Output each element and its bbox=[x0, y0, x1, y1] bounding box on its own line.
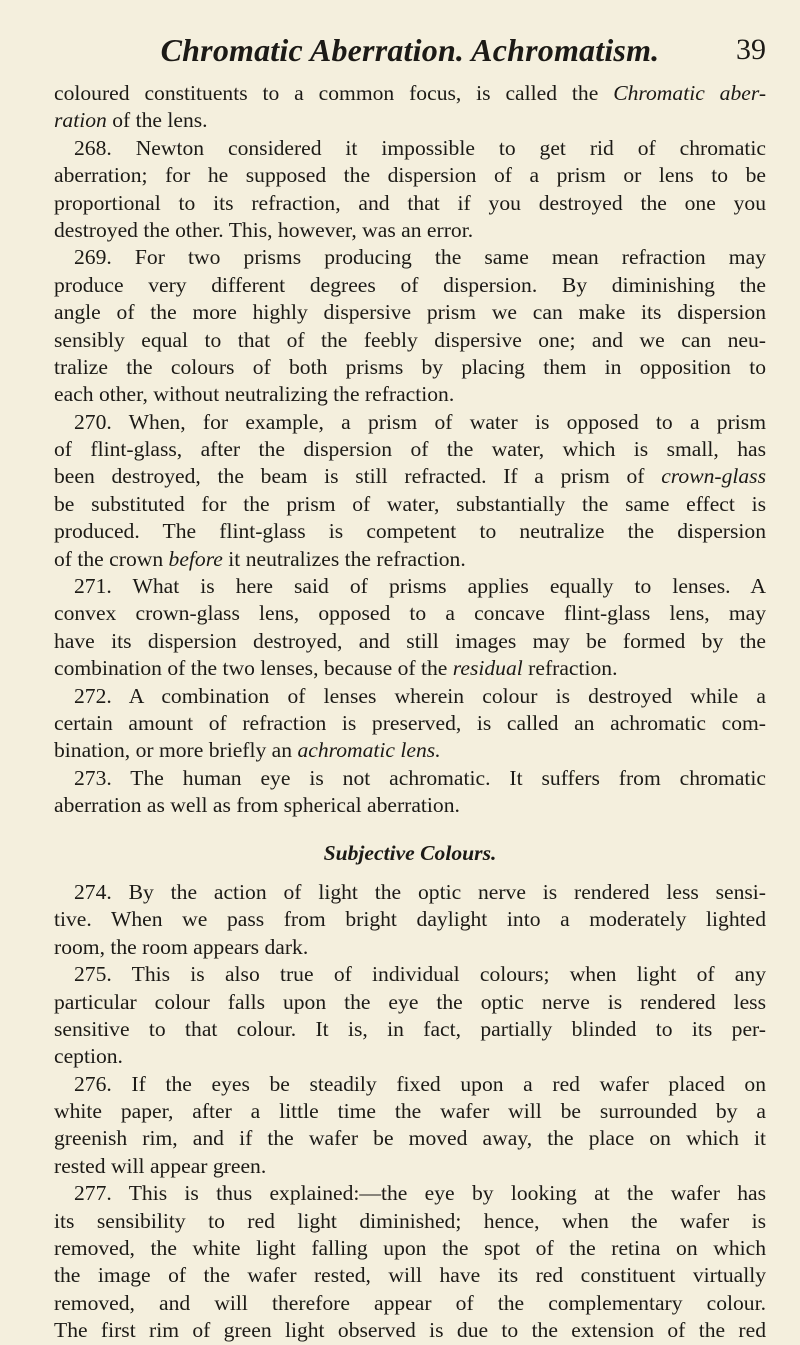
text-line bbox=[54, 1180, 766, 1207]
text-run: destroyed the other. This, however, was an error. bbox=[54, 217, 474, 242]
text-line bbox=[54, 135, 766, 162]
text-line bbox=[54, 1125, 766, 1152]
text-line bbox=[54, 737, 766, 764]
text-line bbox=[54, 961, 766, 988]
text-line bbox=[54, 1071, 766, 1098]
text-run: of the lens. bbox=[106, 108, 208, 133]
text-line bbox=[54, 1208, 766, 1235]
text-line bbox=[54, 272, 766, 299]
text-run: white paper, after a little time the wafer will be surrounded by a bbox=[54, 1099, 766, 1124]
text-run: of the crown bbox=[54, 546, 169, 571]
text-line bbox=[54, 683, 766, 710]
text-run: 275. This is also true of individual colours; when light of any bbox=[74, 962, 766, 987]
text-run: produce very different degrees of dispersion. By diminishing the bbox=[54, 272, 766, 297]
text-run: 273. The human eye is not achromatic. It suffers from chromatic bbox=[74, 765, 766, 790]
body-text bbox=[54, 80, 766, 1345]
text-line bbox=[54, 792, 766, 819]
text-run: greenish rim, and if the wafer be moved away, the place on which it bbox=[54, 1126, 766, 1151]
text-run: removed, and will therefore appear of the complementary colour. bbox=[54, 1290, 766, 1315]
text-line bbox=[54, 1290, 766, 1317]
text-run: aberration; for he supposed the dispersion of a prism or lens to be bbox=[54, 163, 766, 188]
text-line bbox=[54, 1262, 766, 1289]
text-run: aberration as well as from spherical aberration. bbox=[54, 793, 460, 818]
text-run: produced. The flint-glass is competent to neutralize the dispersion bbox=[54, 519, 766, 544]
text-run: bination, or more briefly an bbox=[54, 738, 298, 763]
text-line bbox=[54, 1043, 766, 1070]
text-run: 269. For two prisms producing the same mean refraction may bbox=[74, 245, 766, 270]
text-run: be substituted for the prism of water, substantially the same effect is bbox=[54, 491, 766, 516]
italic-text: crown-glass bbox=[661, 464, 766, 489]
text-run: Subjective Colours. bbox=[323, 840, 497, 865]
text-run: sensibly equal to that of the feebly dispersive one; and we can neu- bbox=[54, 327, 766, 352]
italic-text: achromatic lens. bbox=[297, 738, 441, 763]
text-line bbox=[54, 381, 766, 408]
italic-text: before bbox=[168, 546, 223, 571]
text-run: ception. bbox=[54, 1044, 123, 1069]
text-line bbox=[54, 906, 766, 933]
text-line bbox=[54, 765, 766, 792]
text-line bbox=[54, 1153, 766, 1180]
italic-text: ration bbox=[54, 108, 107, 133]
text-run: combination of the two lenses, because of the bbox=[54, 656, 453, 681]
text-run: 272. A combination of lenses wherein colour is destroyed while a bbox=[74, 683, 766, 708]
text-line bbox=[54, 573, 766, 600]
text-run: coloured constituents to a common focus, is called the bbox=[54, 81, 614, 105]
text-run: tralize the colours of both prisms by placing them in opposition to bbox=[54, 354, 766, 379]
text-run: been destroyed, the beam is still refracted. If a prism of bbox=[54, 464, 662, 489]
text-line bbox=[54, 244, 766, 271]
text-line bbox=[54, 190, 766, 217]
text-line bbox=[54, 463, 766, 490]
text-line bbox=[54, 1317, 766, 1344]
text-line bbox=[54, 327, 766, 354]
page-number: 39 bbox=[736, 33, 766, 66]
text-line bbox=[54, 1016, 766, 1043]
text-run: 274. By the action of light the optic nerve is rendered less sensi- bbox=[74, 879, 766, 904]
text-run: 268. Newton considered it impossible to get rid of chromatic bbox=[74, 135, 766, 160]
italic-text: Chromatic aber- bbox=[613, 81, 767, 105]
text-line bbox=[54, 162, 766, 189]
text-line bbox=[54, 934, 766, 961]
text-line bbox=[54, 710, 766, 737]
text-run: its sensibility to red light diminished; hence, when the wafer is bbox=[54, 1208, 766, 1233]
text-run: it neutralizes the refraction. bbox=[222, 546, 466, 571]
text-run: have its dispersion destroyed, and still images may be formed by the bbox=[54, 628, 766, 653]
text-run: removed, the white light falling upon the spot of the retina on which bbox=[54, 1236, 766, 1261]
text-run: The first rim of green light observed is due to the extension of the red bbox=[54, 1318, 766, 1343]
text-run: certain amount of refraction is preserved, is called an achromatic com- bbox=[54, 710, 766, 735]
text-run: rested will appear green. bbox=[54, 1153, 267, 1178]
section-heading bbox=[54, 840, 766, 867]
text-run: sensitive to that colour. It is, in fact, partially blinded to its per- bbox=[54, 1016, 766, 1041]
text-line bbox=[54, 1098, 766, 1125]
text-line bbox=[54, 299, 766, 326]
text-line bbox=[54, 600, 766, 627]
text-run: the image of the wafer rested, will have its red constituent virtually bbox=[54, 1263, 766, 1288]
text-line bbox=[54, 491, 766, 518]
text-line bbox=[54, 80, 766, 107]
running-title: Chromatic Aberration. Achromatism. bbox=[160, 32, 660, 68]
text-run: tive. When we pass from bright daylight into a moderately lighted bbox=[54, 907, 766, 932]
italic-text: residual bbox=[452, 656, 523, 681]
text-run: refraction. bbox=[522, 656, 618, 681]
text-line bbox=[54, 409, 766, 436]
text-run: convex crown-glass lens, opposed to a concave flint-glass lens, may bbox=[54, 601, 766, 626]
text-run: 271. What is here said of prisms applies equally to lenses. A bbox=[74, 574, 766, 599]
text-line bbox=[54, 546, 766, 573]
text-line bbox=[54, 217, 766, 244]
text-line bbox=[54, 107, 766, 134]
text-run: of flint-glass, after the dispersion of the water, which is small, has bbox=[54, 437, 766, 462]
text-line bbox=[54, 879, 766, 906]
text-line bbox=[54, 1235, 766, 1262]
text-line bbox=[54, 628, 766, 655]
running-head bbox=[54, 30, 766, 70]
text-run: 276. If the eyes be steadily fixed upon a red wafer placed on bbox=[74, 1071, 766, 1096]
text-run: 270. When, for example, a prism of water is opposed to a prism bbox=[74, 409, 766, 434]
text-line bbox=[54, 436, 766, 463]
text-run: room, the room appears dark. bbox=[54, 934, 309, 959]
text-run: proportional to its refraction, and that if you destroyed the one you bbox=[54, 190, 766, 215]
text-run: each other, without neutralizing the refraction. bbox=[54, 382, 455, 407]
text-run: angle of the more highly dispersive prism we can make its dispersion bbox=[54, 300, 766, 325]
text-line bbox=[54, 989, 766, 1016]
text-run: particular colour falls upon the eye the optic nerve is rendered less bbox=[54, 989, 766, 1014]
text-line bbox=[54, 518, 766, 545]
text-line bbox=[54, 655, 766, 682]
text-line bbox=[54, 354, 766, 381]
text-run: 277. This is thus explained:—the eye by looking at the wafer has bbox=[74, 1181, 766, 1206]
